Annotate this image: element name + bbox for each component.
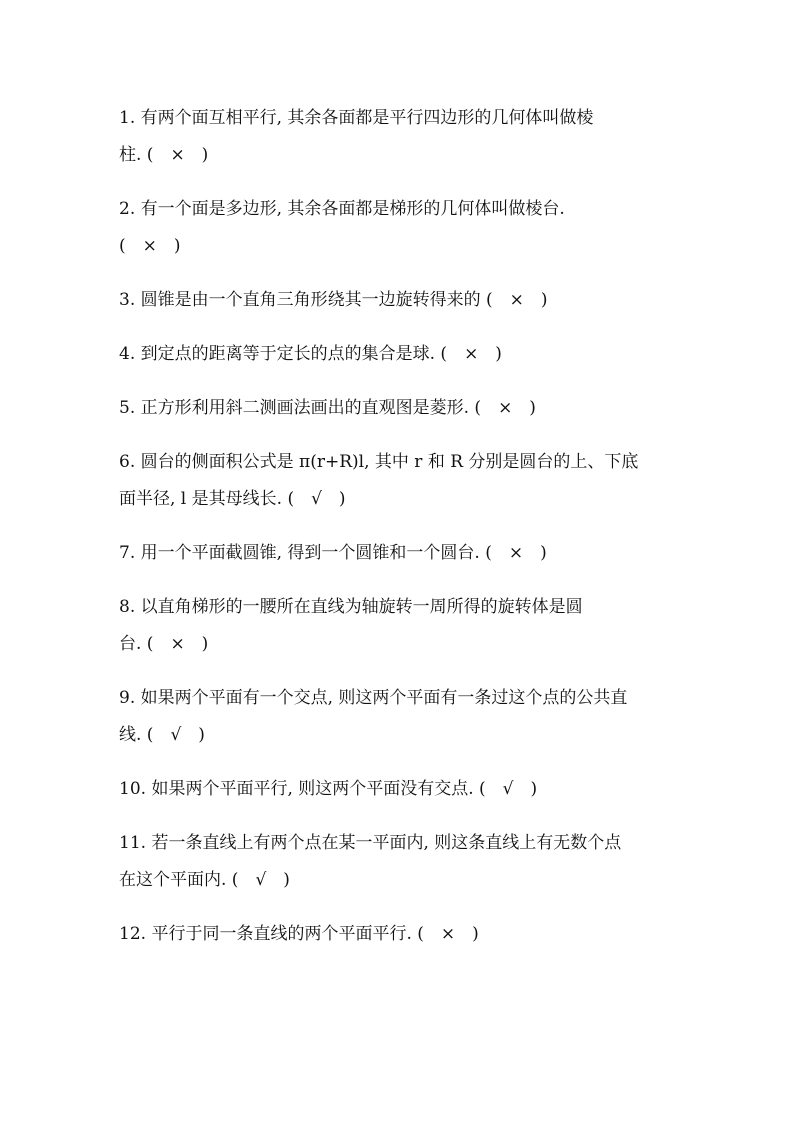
- question-4: 4. 到定点的距离等于定长的点的集合是球. ( × ): [119, 344, 502, 364]
- question-11-line-1: 11. 若一条直线上有两个点在某一平面内, 则这条直线上有无数个点: [119, 833, 622, 853]
- question-7: 7. 用一个平面截圆锥, 得到一个圆锥和一个圆台. ( × ): [119, 543, 547, 563]
- question-6-line-2: 面半径, l 是其母线长. ( √ ): [119, 489, 346, 509]
- question-9-line-2: 线. ( √ ): [119, 725, 205, 745]
- question-1-line-2: 柱. ( × ): [119, 145, 209, 165]
- question-1-line-1: 1. 有两个面互相平行, 其余各面都是平行四边形的几何体叫做棱: [119, 108, 594, 128]
- question-10: 10. 如果两个平面平行, 则这两个平面没有交点. ( √ ): [119, 779, 538, 799]
- question-2-line-2: ( × ): [119, 236, 181, 256]
- question-8-line-2: 台. ( × ): [119, 634, 209, 654]
- question-8-line-1: 8. 以直角梯形的一腰所在直线为轴旋转一周所得的旋转体是圆: [119, 597, 583, 617]
- question-11-line-2: 在这个平面内. ( √ ): [119, 870, 290, 890]
- question-6-line-1: 6. 圆台的侧面积公式是 π(r+R)l, 其中 r 和 R 分别是圆台的上、下底: [119, 452, 639, 472]
- question-2-line-1: 2. 有一个面是多边形, 其余各面都是梯形的几何体叫做棱台.: [119, 199, 565, 219]
- question-12: 12. 平行于同一条直线的两个平面平行. ( × ): [119, 924, 479, 944]
- question-list: [119, 100, 689, 970]
- question-5: 5. 正方形利用斜二测画法画出的直观图是菱形. ( × ): [119, 398, 536, 418]
- question-9-line-1: 9. 如果两个平面有一个交点, 则这两个平面有一条过这个点的公共直: [119, 688, 628, 708]
- question-3: 3. 圆锥是由一个直角三角形绕其一边旋转得来的 ( × ): [119, 290, 548, 310]
